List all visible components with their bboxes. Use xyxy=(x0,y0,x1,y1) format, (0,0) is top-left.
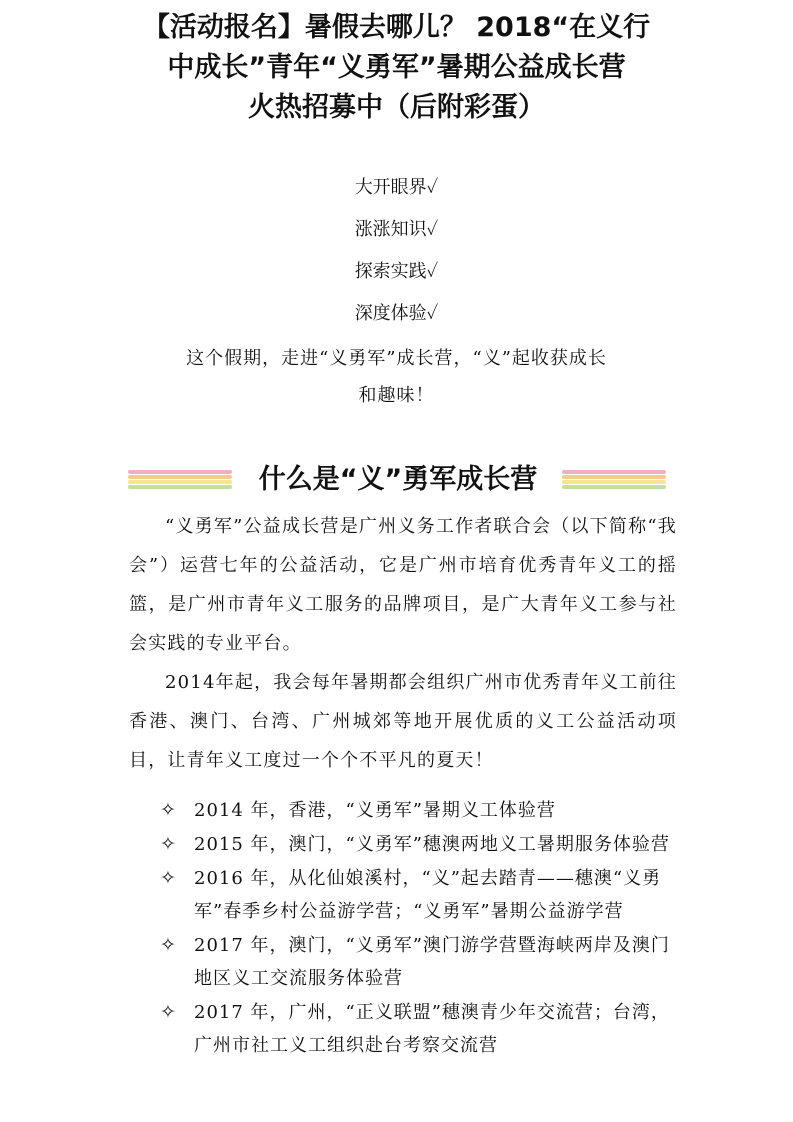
four-point-star-icon: ✧ xyxy=(160,1001,177,1023)
list-item-text: 2016 年，从化仙娘溪村，“义”起去踏青——穗澳“义勇军”春季乡村公益游学营；“义勇军”暑期公益游学营 xyxy=(194,868,662,922)
paragraph-about: “义勇军”公益成长营是广州义务工作者联合会（以下简称“我会”）运营七年的公益活动，它是广州市培育优秀青年义工的摇篮，是广州市青年义工服务的品牌项目，是广大青年义工参与社会实践的专业平台。 xyxy=(129,516,677,654)
intro-line-1: 这个假期，走进“义勇军”成长营，“义”起收获成长 xyxy=(186,348,607,369)
intro-text xyxy=(0,340,793,414)
section-body xyxy=(129,507,677,780)
title-line-2: 中成长”青年“义勇军”暑期公益成长营 xyxy=(167,52,626,83)
intro-line-2: 和趣味！ xyxy=(358,385,435,406)
list-item xyxy=(160,929,680,995)
title-line-1: 【活动报名】暑假去哪儿？ 2018“在义行 xyxy=(142,12,651,43)
list-item xyxy=(160,828,680,861)
paragraph-history: 2014年起，我会每年暑期都会组织广州市优秀青年义工前往香港、澳门、台湾、广州城郊等地开展优质的义工公益活动项目，让青年义工度过一个个不平凡的夏天！ xyxy=(129,672,677,771)
list-item xyxy=(160,794,680,827)
title-line-3: 火热招募中（后附彩蛋） xyxy=(248,92,545,123)
history-list xyxy=(160,794,680,1063)
list-item-text: 2014 年，香港，“义勇军”暑期义工体验营 xyxy=(194,800,556,821)
highlight-checklist xyxy=(0,172,793,340)
four-point-star-icon: ✧ xyxy=(160,867,177,889)
section-header xyxy=(128,458,668,502)
list-item-text: 2017 年，澳门，“义勇军”澳门游学营暨海峡两岸及澳门地区义工交流服务体验营 xyxy=(194,935,670,989)
four-point-star-icon: ✧ xyxy=(160,833,177,855)
checklist-item: 深度体验✓ xyxy=(354,303,439,324)
list-item xyxy=(160,862,680,928)
section-heading: 什么是“义”勇军成长营 xyxy=(258,464,538,495)
list-item xyxy=(160,996,680,1062)
checklist-item: 涨涨知识✓ xyxy=(354,219,439,240)
checklist-item: 大开眼界✓ xyxy=(354,177,439,198)
checklist-item: 探索实践✓ xyxy=(354,261,439,282)
list-item-text: 2015 年，澳门，“义勇军”穗澳两地义工暑期服务体验营 xyxy=(194,834,670,855)
four-point-star-icon: ✧ xyxy=(160,799,177,821)
page-title xyxy=(0,8,793,128)
four-point-star-icon: ✧ xyxy=(160,934,177,956)
list-item-text: 2017 年，广州，“正义联盟”穗澳青少年交流营；台湾，广州市社工义工组织赴台考察交流营 xyxy=(194,1002,670,1056)
